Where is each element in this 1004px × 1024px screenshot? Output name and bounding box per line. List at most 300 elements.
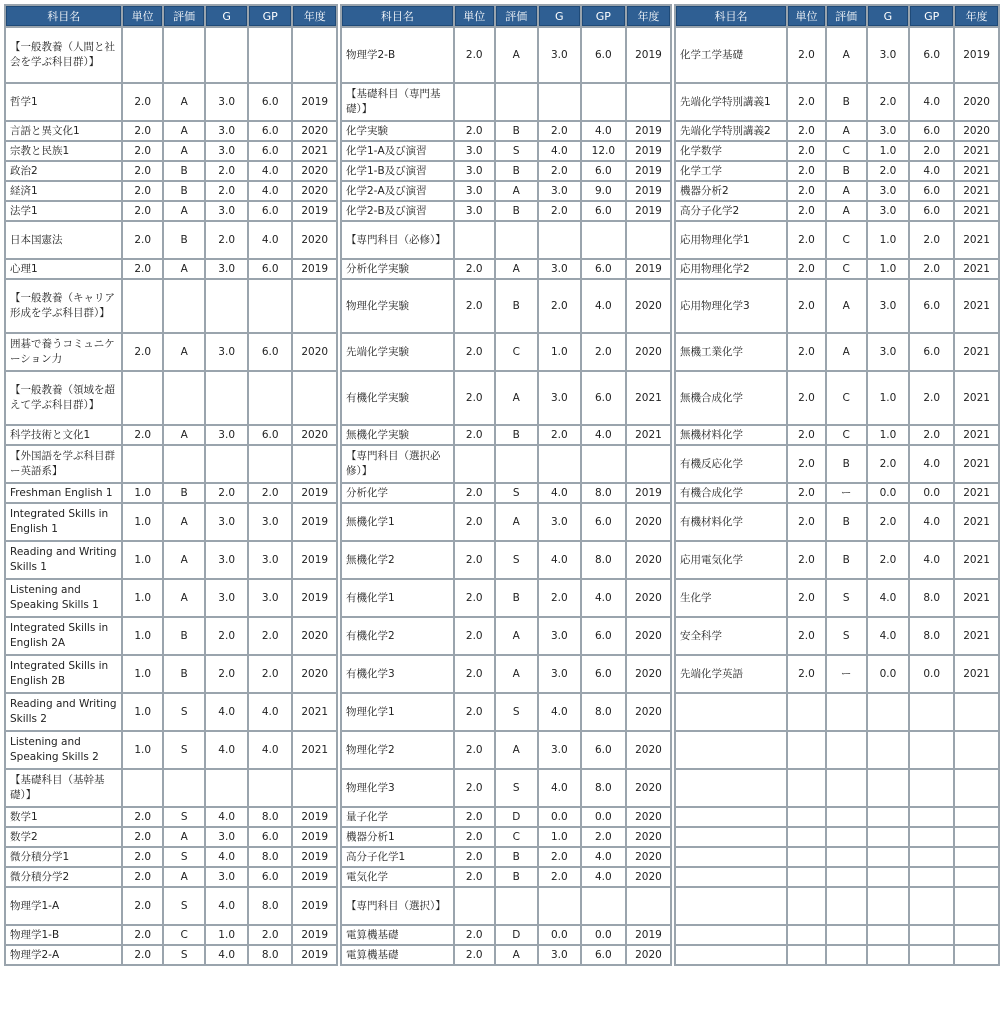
grade-table-right bbox=[674, 4, 1000, 966]
year-cell: 2019 bbox=[627, 182, 670, 200]
table-row bbox=[6, 618, 336, 654]
table-row bbox=[342, 426, 670, 444]
gp-cell: 4.0 bbox=[582, 868, 625, 886]
g-cell: 2.0 bbox=[206, 222, 247, 258]
g-cell: 1.0 bbox=[206, 926, 247, 944]
gp-cell bbox=[910, 888, 953, 924]
gp-cell: 4.0 bbox=[249, 182, 292, 200]
year-cell: 2019 bbox=[293, 542, 336, 578]
unit-cell: 2.0 bbox=[788, 504, 825, 540]
header-subject: 科目名 bbox=[6, 6, 121, 26]
unit-cell bbox=[788, 732, 825, 768]
unit-cell: 2.0 bbox=[455, 426, 494, 444]
g-cell bbox=[868, 888, 909, 924]
gp-cell: 0.0 bbox=[910, 656, 953, 692]
table-row bbox=[342, 848, 670, 866]
g-cell: 3.0 bbox=[539, 260, 580, 278]
g-cell: 2.0 bbox=[539, 162, 580, 180]
subject-cell: 応用物理化学3 bbox=[676, 280, 786, 332]
year-cell: 2021 bbox=[955, 260, 998, 278]
unit-cell bbox=[123, 280, 161, 332]
unit-cell: 2.0 bbox=[123, 260, 161, 278]
subject-cell: 【専門科目（必修）】 bbox=[342, 222, 453, 258]
unit-cell: 2.0 bbox=[123, 868, 161, 886]
grade-cell: A bbox=[496, 732, 537, 768]
unit-cell: 2.0 bbox=[788, 542, 825, 578]
unit-cell: 2.0 bbox=[788, 372, 825, 424]
unit-cell: 2.0 bbox=[123, 142, 161, 160]
unit-cell: 2.0 bbox=[455, 542, 494, 578]
unit-cell: 2.0 bbox=[788, 280, 825, 332]
gp-cell: 4.0 bbox=[249, 732, 292, 768]
year-cell: 2020 bbox=[627, 504, 670, 540]
unit-cell: 2.0 bbox=[455, 580, 494, 616]
gp-cell: 8.0 bbox=[582, 694, 625, 730]
g-cell: 4.0 bbox=[539, 770, 580, 806]
gp-cell bbox=[582, 84, 625, 120]
year-cell: 2020 bbox=[293, 334, 336, 370]
header-row bbox=[342, 6, 670, 26]
g-cell bbox=[868, 946, 909, 964]
g-cell: 3.0 bbox=[539, 618, 580, 654]
grade-cell: B bbox=[164, 162, 205, 180]
gp-cell: 8.0 bbox=[582, 770, 625, 806]
subject-cell: 微分積分学2 bbox=[6, 868, 121, 886]
unit-cell: 2.0 bbox=[123, 202, 161, 220]
header-g: G bbox=[206, 6, 247, 26]
unit-cell: 2.0 bbox=[455, 372, 494, 424]
year-cell: 2021 bbox=[955, 280, 998, 332]
subject-cell: 【専門科目（選択）】 bbox=[342, 888, 453, 924]
table-row bbox=[6, 484, 336, 502]
subject-cell bbox=[676, 946, 786, 964]
g-cell: 3.0 bbox=[206, 334, 247, 370]
g-cell bbox=[868, 694, 909, 730]
table-row bbox=[342, 888, 670, 924]
unit-cell: 2.0 bbox=[455, 280, 494, 332]
grade-cell: A bbox=[496, 28, 537, 82]
grade-cell: C bbox=[827, 222, 866, 258]
gp-cell: 6.0 bbox=[249, 868, 292, 886]
g-cell: 1.0 bbox=[868, 426, 909, 444]
table-row bbox=[676, 182, 998, 200]
subject-cell bbox=[676, 732, 786, 768]
gp-cell: 4.0 bbox=[582, 426, 625, 444]
grade-cell: A bbox=[827, 280, 866, 332]
g-cell bbox=[539, 222, 580, 258]
table-row bbox=[676, 808, 998, 826]
gp-cell: 6.0 bbox=[582, 28, 625, 82]
subject-cell: 応用物理化学1 bbox=[676, 222, 786, 258]
subject-cell: 化学2-B及び演習 bbox=[342, 202, 453, 220]
unit-cell: 2.0 bbox=[455, 656, 494, 692]
g-cell: 2.0 bbox=[868, 542, 909, 578]
grade-cell: ー bbox=[827, 656, 866, 692]
grade-cell: B bbox=[496, 122, 537, 140]
header-row bbox=[6, 6, 336, 26]
header-grade: 評価 bbox=[496, 6, 537, 26]
gp-cell: 6.0 bbox=[910, 122, 953, 140]
unit-cell: 2.0 bbox=[788, 202, 825, 220]
gp-cell: 6.0 bbox=[582, 656, 625, 692]
grade-cell bbox=[164, 446, 205, 482]
grade-cell: B bbox=[827, 504, 866, 540]
grade-cell: A bbox=[164, 202, 205, 220]
grade-cell: S bbox=[496, 770, 537, 806]
table-row bbox=[342, 28, 670, 82]
header-unit: 単位 bbox=[455, 6, 494, 26]
grade-cell bbox=[827, 888, 866, 924]
year-cell: 2021 bbox=[293, 142, 336, 160]
table-row bbox=[676, 372, 998, 424]
table-row bbox=[342, 656, 670, 692]
table-row bbox=[342, 618, 670, 654]
table-row bbox=[342, 280, 670, 332]
table-row bbox=[676, 484, 998, 502]
grade-cell: A bbox=[164, 84, 205, 120]
g-cell: 3.0 bbox=[539, 946, 580, 964]
table-row bbox=[342, 770, 670, 806]
year-cell: 2021 bbox=[955, 162, 998, 180]
g-cell: 0.0 bbox=[868, 656, 909, 692]
year-cell: 2019 bbox=[293, 926, 336, 944]
g-cell bbox=[868, 848, 909, 866]
table-row bbox=[6, 202, 336, 220]
year-cell bbox=[955, 946, 998, 964]
subject-cell bbox=[676, 828, 786, 846]
grade-cell: A bbox=[827, 202, 866, 220]
table-row bbox=[342, 542, 670, 578]
subject-cell: 経済1 bbox=[6, 182, 121, 200]
g-cell bbox=[206, 446, 247, 482]
subject-cell: 化学数学 bbox=[676, 142, 786, 160]
gp-cell: 6.0 bbox=[249, 828, 292, 846]
table-row bbox=[6, 162, 336, 180]
unit-cell: 2.0 bbox=[455, 122, 494, 140]
header-grade: 評価 bbox=[827, 6, 866, 26]
table-row bbox=[6, 868, 336, 886]
g-cell: 0.0 bbox=[868, 484, 909, 502]
subject-cell: 化学工学 bbox=[676, 162, 786, 180]
gp-cell: 6.0 bbox=[582, 260, 625, 278]
unit-cell: 2.0 bbox=[788, 182, 825, 200]
grade-cell: S bbox=[164, 946, 205, 964]
g-cell: 3.0 bbox=[868, 122, 909, 140]
subject-cell: 有機合成化学 bbox=[676, 484, 786, 502]
subject-cell: 物理化学2 bbox=[342, 732, 453, 768]
subject-cell: Reading and Writing Skills 2 bbox=[6, 694, 121, 730]
gp-cell: 4.0 bbox=[249, 222, 292, 258]
g-cell: 4.0 bbox=[206, 694, 247, 730]
table-row bbox=[676, 656, 998, 692]
g-cell: 1.0 bbox=[868, 372, 909, 424]
subject-cell: 無機合成化学 bbox=[676, 372, 786, 424]
unit-cell: 1.0 bbox=[123, 618, 161, 654]
grade-cell: A bbox=[496, 260, 537, 278]
subject-cell: 化学2-A及び演習 bbox=[342, 182, 453, 200]
subject-cell: 化学工学基礎 bbox=[676, 28, 786, 82]
gp-cell: 6.0 bbox=[249, 334, 292, 370]
g-cell: 3.0 bbox=[539, 28, 580, 82]
table-row bbox=[676, 202, 998, 220]
year-cell bbox=[955, 828, 998, 846]
table-row bbox=[342, 182, 670, 200]
table-row bbox=[676, 694, 998, 730]
g-cell bbox=[206, 28, 247, 82]
unit-cell: 2.0 bbox=[455, 504, 494, 540]
grade-cell bbox=[827, 770, 866, 806]
year-cell bbox=[955, 808, 998, 826]
year-cell bbox=[293, 372, 336, 424]
year-cell: 2020 bbox=[627, 656, 670, 692]
grade-cell bbox=[164, 280, 205, 332]
table-row bbox=[6, 222, 336, 258]
year-cell: 2020 bbox=[627, 280, 670, 332]
g-cell: 1.0 bbox=[539, 828, 580, 846]
table-row bbox=[676, 260, 998, 278]
g-cell bbox=[868, 732, 909, 768]
grade-cell: C bbox=[496, 334, 537, 370]
header-g: G bbox=[868, 6, 909, 26]
table-row bbox=[676, 542, 998, 578]
grade-cell: B bbox=[496, 426, 537, 444]
year-cell: 2021 bbox=[955, 182, 998, 200]
gp-cell bbox=[249, 372, 292, 424]
subject-cell: 科学技術と文化1 bbox=[6, 426, 121, 444]
g-cell: 2.0 bbox=[539, 426, 580, 444]
year-cell: 2021 bbox=[955, 504, 998, 540]
year-cell bbox=[627, 446, 670, 482]
grade-cell: B bbox=[164, 182, 205, 200]
year-cell: 2020 bbox=[627, 808, 670, 826]
g-cell: 4.0 bbox=[539, 694, 580, 730]
unit-cell: 2.0 bbox=[455, 808, 494, 826]
g-cell: 4.0 bbox=[206, 732, 247, 768]
unit-cell: 2.0 bbox=[123, 162, 161, 180]
table-row bbox=[342, 694, 670, 730]
grade-cell: B bbox=[164, 484, 205, 502]
grade-cell: S bbox=[164, 848, 205, 866]
g-cell: 2.0 bbox=[206, 656, 247, 692]
g-cell: 3.0 bbox=[206, 426, 247, 444]
year-cell bbox=[293, 446, 336, 482]
gp-cell: 4.0 bbox=[249, 694, 292, 730]
grade-cell: B bbox=[827, 446, 866, 482]
gp-cell: 4.0 bbox=[910, 542, 953, 578]
unit-cell: 2.0 bbox=[788, 334, 825, 370]
table-row bbox=[6, 334, 336, 370]
year-cell: 2019 bbox=[627, 162, 670, 180]
g-cell: 4.0 bbox=[868, 618, 909, 654]
subject-cell: 先端化学実験 bbox=[342, 334, 453, 370]
grade-cell: A bbox=[827, 122, 866, 140]
g-cell: 2.0 bbox=[868, 446, 909, 482]
subject-cell: Freshman English 1 bbox=[6, 484, 121, 502]
table-row bbox=[342, 372, 670, 424]
table-row bbox=[676, 334, 998, 370]
unit-cell: 2.0 bbox=[455, 868, 494, 886]
year-cell: 2020 bbox=[627, 618, 670, 654]
subject-cell bbox=[676, 694, 786, 730]
grade-cell: A bbox=[827, 334, 866, 370]
gp-cell: 3.0 bbox=[249, 504, 292, 540]
year-cell: 2021 bbox=[627, 426, 670, 444]
gp-cell: 2.0 bbox=[910, 142, 953, 160]
g-cell: 4.0 bbox=[206, 946, 247, 964]
year-cell: 2021 bbox=[955, 656, 998, 692]
grade-cell: B bbox=[496, 868, 537, 886]
table-row bbox=[676, 732, 998, 768]
g-cell: 3.0 bbox=[539, 656, 580, 692]
year-cell: 2021 bbox=[293, 732, 336, 768]
table-row bbox=[676, 770, 998, 806]
grade-cell bbox=[496, 222, 537, 258]
g-cell bbox=[539, 446, 580, 482]
table-row bbox=[342, 446, 670, 482]
table-row bbox=[6, 808, 336, 826]
table-row bbox=[342, 946, 670, 964]
table-row bbox=[342, 504, 670, 540]
subject-cell: 機器分析2 bbox=[676, 182, 786, 200]
subject-cell: 有機化学1 bbox=[342, 580, 453, 616]
subject-cell: Listening and Speaking Skills 2 bbox=[6, 732, 121, 768]
table-row bbox=[6, 260, 336, 278]
table-row bbox=[676, 618, 998, 654]
year-cell bbox=[955, 888, 998, 924]
table-row bbox=[342, 732, 670, 768]
grade-cell: C bbox=[827, 260, 866, 278]
grade-cell bbox=[827, 694, 866, 730]
gp-cell: 2.0 bbox=[910, 260, 953, 278]
unit-cell: 2.0 bbox=[788, 484, 825, 502]
gp-cell: 8.0 bbox=[249, 888, 292, 924]
gp-cell: 6.0 bbox=[910, 280, 953, 332]
g-cell: 2.0 bbox=[206, 484, 247, 502]
header-gp: GP bbox=[249, 6, 292, 26]
unit-cell: 2.0 bbox=[788, 446, 825, 482]
unit-cell: 2.0 bbox=[123, 808, 161, 826]
year-cell: 2020 bbox=[627, 542, 670, 578]
grade-cell: A bbox=[496, 372, 537, 424]
header-year: 年度 bbox=[293, 6, 336, 26]
year-cell: 2020 bbox=[627, 868, 670, 886]
unit-cell: 2.0 bbox=[455, 260, 494, 278]
unit-cell: 2.0 bbox=[788, 142, 825, 160]
subject-cell: 有機化学実験 bbox=[342, 372, 453, 424]
year-cell: 2019 bbox=[293, 808, 336, 826]
gp-cell: 4.0 bbox=[582, 848, 625, 866]
gp-cell bbox=[910, 828, 953, 846]
g-cell: 4.0 bbox=[206, 808, 247, 826]
table-row bbox=[6, 732, 336, 768]
gp-cell: 12.0 bbox=[582, 142, 625, 160]
table-row bbox=[676, 868, 998, 886]
g-cell bbox=[868, 828, 909, 846]
g-cell: 3.0 bbox=[206, 542, 247, 578]
year-cell: 2021 bbox=[955, 484, 998, 502]
year-cell: 2019 bbox=[293, 946, 336, 964]
table-row bbox=[6, 182, 336, 200]
subject-cell: 無機工業化学 bbox=[676, 334, 786, 370]
gp-cell bbox=[910, 732, 953, 768]
year-cell bbox=[955, 926, 998, 944]
grade-cell: B bbox=[496, 280, 537, 332]
table-row bbox=[676, 222, 998, 258]
subject-cell: 物理学1-A bbox=[6, 888, 121, 924]
year-cell: 2020 bbox=[293, 162, 336, 180]
gp-cell bbox=[249, 446, 292, 482]
unit-cell: 1.0 bbox=[123, 542, 161, 578]
subject-cell bbox=[676, 926, 786, 944]
unit-cell bbox=[455, 84, 494, 120]
gp-cell bbox=[910, 926, 953, 944]
unit-cell: 1.0 bbox=[123, 504, 161, 540]
table-row bbox=[342, 142, 670, 160]
grade-cell bbox=[164, 28, 205, 82]
unit-cell: 2.0 bbox=[123, 84, 161, 120]
grade-cell: S bbox=[827, 580, 866, 616]
table-row bbox=[6, 848, 336, 866]
g-cell: 3.0 bbox=[206, 84, 247, 120]
gp-cell: 0.0 bbox=[582, 808, 625, 826]
grade-cell: A bbox=[496, 946, 537, 964]
grade-cell bbox=[827, 732, 866, 768]
year-cell bbox=[955, 868, 998, 886]
grade-cell: S bbox=[496, 484, 537, 502]
year-cell: 2021 bbox=[955, 372, 998, 424]
year-cell: 2021 bbox=[955, 202, 998, 220]
g-cell: 1.0 bbox=[868, 142, 909, 160]
table-row bbox=[6, 656, 336, 692]
grade-cell: A bbox=[164, 828, 205, 846]
table-row bbox=[676, 142, 998, 160]
unit-cell: 2.0 bbox=[455, 618, 494, 654]
gp-cell: 4.0 bbox=[910, 162, 953, 180]
header-gp: GP bbox=[582, 6, 625, 26]
table-row bbox=[676, 504, 998, 540]
gp-cell: 8.0 bbox=[910, 580, 953, 616]
header-row bbox=[676, 6, 998, 26]
g-cell: 3.0 bbox=[868, 280, 909, 332]
g-cell: 0.0 bbox=[539, 808, 580, 826]
grade-cell: A bbox=[164, 122, 205, 140]
unit-cell: 2.0 bbox=[788, 122, 825, 140]
subject-cell: 【基礎科目（基幹基礎）】 bbox=[6, 770, 121, 806]
subject-cell: 【一般教養（キャリア形成を学ぶ科目群）】 bbox=[6, 280, 121, 332]
g-cell bbox=[539, 84, 580, 120]
unit-cell: 2.0 bbox=[788, 260, 825, 278]
subject-cell: 有機材料化学 bbox=[676, 504, 786, 540]
subject-cell: 物理化学3 bbox=[342, 770, 453, 806]
gp-cell: 4.0 bbox=[582, 280, 625, 332]
unit-cell: 2.0 bbox=[455, 28, 494, 82]
subject-cell: 機器分析1 bbox=[342, 828, 453, 846]
gp-cell: 6.0 bbox=[582, 372, 625, 424]
unit-cell bbox=[123, 770, 161, 806]
g-cell bbox=[206, 770, 247, 806]
grade-cell: S bbox=[164, 808, 205, 826]
g-cell: 2.0 bbox=[206, 618, 247, 654]
grade-cell: B bbox=[164, 222, 205, 258]
grade-cell bbox=[164, 372, 205, 424]
gp-cell: 2.0 bbox=[910, 222, 953, 258]
g-cell: 3.0 bbox=[206, 868, 247, 886]
unit-cell: 2.0 bbox=[455, 334, 494, 370]
grade-table-middle bbox=[340, 4, 672, 966]
table-row bbox=[342, 808, 670, 826]
subject-cell: Integrated Skills in English 2A bbox=[6, 618, 121, 654]
year-cell: 2020 bbox=[293, 182, 336, 200]
